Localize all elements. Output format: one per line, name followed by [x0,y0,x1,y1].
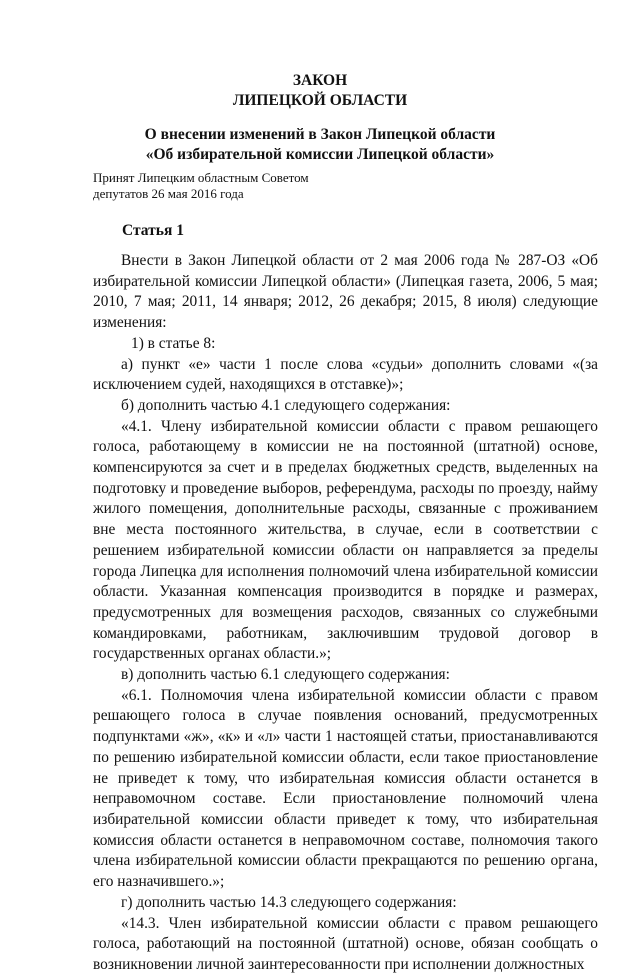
law-title-line-2: ЛИПЕЦКОЙ ОБЛАСТИ [232,92,408,109]
paragraph-part-14-3: «14.3. Член избирательной комиссии области с правом решающего голоса, работающий на постоянной (штатной) основе, обязан сообщать о возникновении личной заинтересованности при исполнении должностных [93,914,598,973]
adoption-note-line-1: Принят Липецким областным Советом [93,170,309,185]
law-subtitle-line-1: О внесении изменений в Закон Липецкой области [144,126,496,143]
paragraph-item-g: г) дополнить частью 14.3 следующего содержания: [121,893,457,911]
paragraph-item-v: в) дополнить частью 6.1 следующего содержания: [121,666,450,684]
paragraph-part-4-1: «4.1. Члену избирательной комиссии области с правом решающего голоса, работающему в комиссии не на постоянной (штатной) основе, компенсируются за счет и в пределах бюджетных средств, выделенных на подготовку и проведение выборов, референдума, расходы по проезду, найму жилого помещения, дополнительные расходы, связанные с проживанием вне места постоянного жительства, в случае, если в соответствии с решением избирательной комиссии области он направляется за пределы города Липецка для исполнения полномочий члена избирательной комиссии области. Указанная компенсация производится в порядке и размерах, предусмотренных для возмещения расходов, связанных со служебными командировками, работникам, заключившим трудовой договор в государственных органах области.»; [93,417,598,663]
adoption-note-line-2: депутатов 26 мая 2016 года [93,186,244,201]
paragraph-item-b: б) дополнить частью 4.1 следующего содержания: [121,396,451,414]
paragraph-part-6-1: «6.1. Полномочия члена избирательной комиссии области с правом решающего голоса в случае появления оснований, предусмотренных подпунктами «ж», «к» и «л» части 1 настоящей статьи, приостанавливаются по решению избирательной комиссии области, если такое приостановление не приведет к тому, что избирательная комиссия области останется в неправомочном составе. Если приостановление полномочий члена избирательной комиссии области приведет к тому, что избирательная комиссия области останется в неправомочном составе, полномочия такого члена избирательной комиссии области прекращаются по решению органа, его назначившего.»; [93,686,598,891]
paragraph-intro: Внести в Закон Липецкой области от 2 мая 2006 года № 287-ОЗ «Об избирательной комиссии Липецкой области» (Липецкая газета, 2006, 5 мая; 2010, 7 мая; 2011, 14 января; 2012, 26 декабря; 2015, 8 июля) следующие изменения: [93,252,598,332]
article-body [93,251,598,976]
paragraph-item-a: а) пункт «е» части 1 после слова «судьи» дополнить словами «(за исключением судей, находящихся в отставке)»; [93,355,598,394]
law-title-line-1: ЗАКОН [292,72,348,89]
paragraph-item-1: 1) в статье 8: [131,334,216,352]
article-heading: Статья 1 [122,222,184,239]
adoption-note [93,170,553,202]
law-subtitle-line-2: «Об избирательной комиссии Липецкой области» [145,146,495,163]
